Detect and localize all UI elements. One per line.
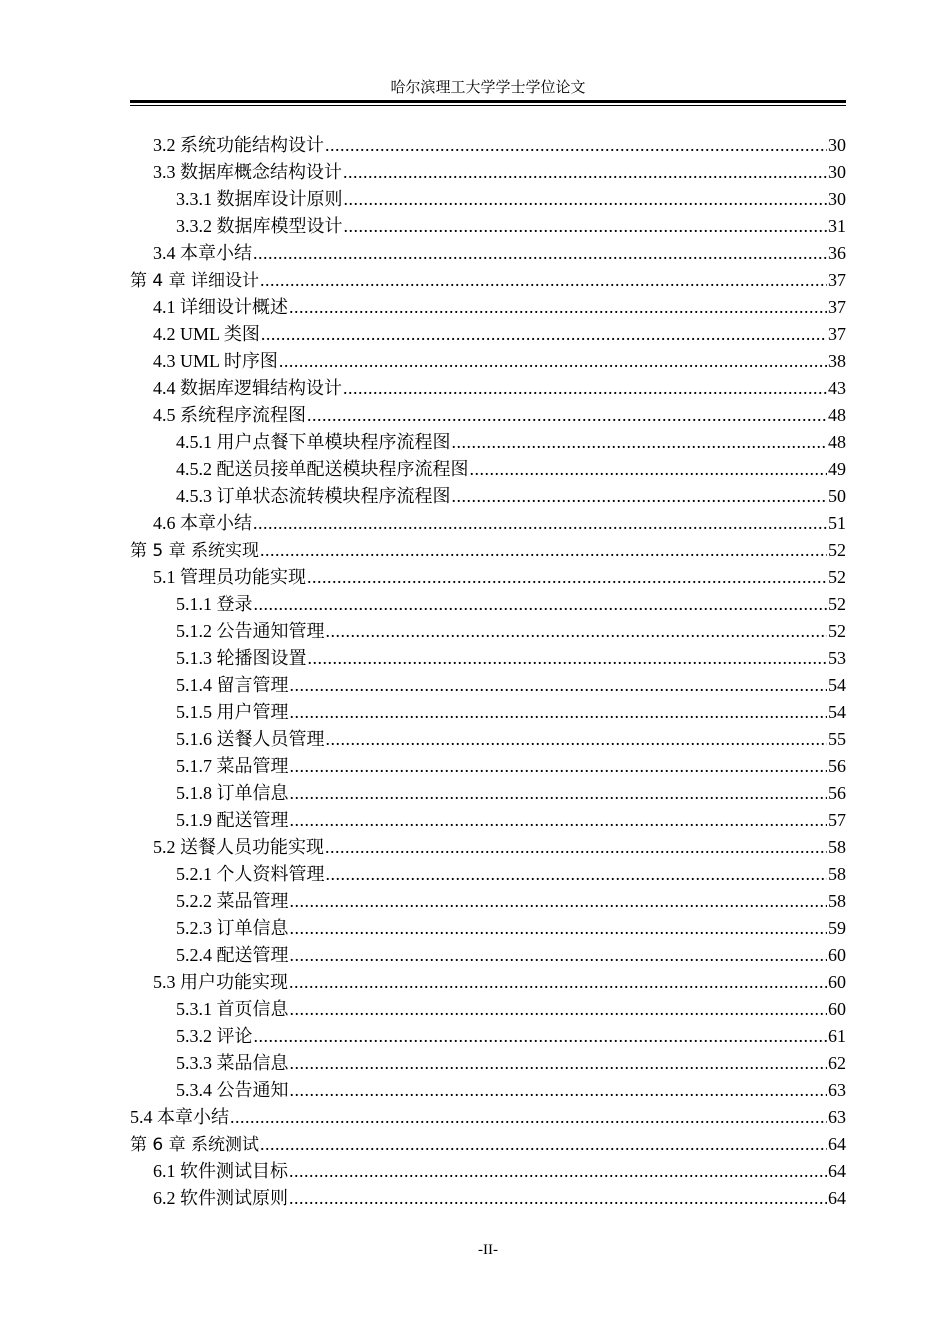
toc-entry-label: 5.4 本章小结 bbox=[130, 1107, 229, 1127]
toc-leader-dots bbox=[290, 699, 828, 726]
toc-entry[interactable] bbox=[130, 456, 846, 483]
toc-entry-label: 4.5.2 配送员接单配送模块程序流程图 bbox=[176, 459, 469, 479]
toc-entry-label: 3.4 本章小结 bbox=[153, 243, 252, 263]
toc-entry-page: 30 bbox=[828, 162, 846, 182]
toc-entry-label: 5.1.5 用户管理 bbox=[176, 702, 289, 722]
toc-entry[interactable] bbox=[130, 1158, 846, 1185]
toc-leader-dots bbox=[289, 1185, 827, 1212]
toc-entry-label: 第 6 章 系统测试 bbox=[130, 1135, 260, 1155]
toc-entry[interactable] bbox=[130, 186, 846, 213]
toc-leader-dots bbox=[289, 969, 827, 996]
toc-leader-dots bbox=[290, 780, 828, 807]
toc-entry[interactable] bbox=[130, 780, 846, 807]
toc-entry-label: 5.1 管理员功能实现 bbox=[153, 567, 306, 587]
toc-leader-dots bbox=[290, 942, 828, 969]
toc-entry-page: 60 bbox=[828, 972, 846, 992]
toc-entry-label: 5.1.4 留言管理 bbox=[176, 675, 289, 695]
toc-entry-label: 5.3 用户功能实现 bbox=[153, 972, 288, 992]
toc-entry-page: 49 bbox=[828, 459, 846, 479]
toc-entry-page: 30 bbox=[828, 189, 846, 209]
toc-leader-dots bbox=[452, 429, 828, 456]
toc-entry[interactable] bbox=[130, 807, 846, 834]
toc-entry-label: 5.3.2 评论 bbox=[176, 1026, 253, 1046]
toc-entry[interactable] bbox=[130, 591, 846, 618]
toc-entry-label: 第 5 章 系统实现 bbox=[130, 541, 260, 561]
toc-entry[interactable] bbox=[130, 1023, 846, 1050]
toc-entry-label: 4.3 UML 时序图 bbox=[153, 351, 278, 371]
toc-entry[interactable] bbox=[130, 915, 846, 942]
toc-entry-page: 56 bbox=[828, 783, 846, 803]
toc-entry[interactable] bbox=[130, 969, 846, 996]
toc-entry-page: 64 bbox=[828, 1188, 846, 1208]
toc-leader-dots bbox=[290, 1077, 828, 1104]
toc-entry-label: 6.1 软件测试目标 bbox=[153, 1161, 288, 1181]
toc-entry-page: 48 bbox=[828, 405, 846, 425]
toc-entry[interactable] bbox=[130, 1077, 846, 1104]
toc-leader-dots bbox=[344, 186, 828, 213]
toc-entry-label: 5.1.9 配送管理 bbox=[176, 810, 289, 830]
toc-entry-page: 56 bbox=[828, 756, 846, 776]
toc-entry-label: 5.3.3 菜品信息 bbox=[176, 1053, 289, 1073]
toc-entry[interactable] bbox=[130, 510, 846, 537]
toc-leader-dots bbox=[289, 294, 827, 321]
toc-leader-dots bbox=[261, 321, 827, 348]
toc-leader-dots bbox=[260, 267, 827, 294]
toc-leader-dots bbox=[344, 213, 828, 240]
toc-leader-dots bbox=[260, 1131, 827, 1158]
toc-entry[interactable] bbox=[130, 240, 846, 267]
toc-entry-label: 4.4 数据库逻辑结构设计 bbox=[153, 378, 342, 398]
toc-entry-page: 52 bbox=[828, 594, 846, 614]
toc-entry-page: 60 bbox=[828, 999, 846, 1019]
toc-leader-dots bbox=[343, 159, 827, 186]
toc-leader-dots bbox=[254, 591, 828, 618]
toc-entry[interactable] bbox=[130, 564, 846, 591]
toc-entry-page: 63 bbox=[828, 1107, 846, 1127]
toc-leader-dots bbox=[326, 726, 828, 753]
toc-leader-dots bbox=[290, 672, 828, 699]
toc-entry[interactable] bbox=[130, 213, 846, 240]
toc-leader-dots bbox=[308, 645, 828, 672]
toc-entry[interactable] bbox=[130, 537, 846, 564]
toc-entry-label: 4.6 本章小结 bbox=[153, 513, 252, 533]
toc-entry-label: 3.3 数据库概念结构设计 bbox=[153, 162, 342, 182]
toc-entry-label: 6.2 软件测试原则 bbox=[153, 1188, 288, 1208]
toc-entry[interactable] bbox=[130, 483, 846, 510]
toc-entry-label: 5.2.3 订单信息 bbox=[176, 918, 289, 938]
toc-entry[interactable] bbox=[130, 1185, 846, 1212]
toc-leader-dots bbox=[325, 834, 827, 861]
toc-entry[interactable] bbox=[130, 861, 846, 888]
toc-entry-label: 第 4 章 详细设计 bbox=[130, 271, 260, 291]
toc-entry-label: 4.5 系统程序流程图 bbox=[153, 405, 306, 425]
toc-entry-page: 52 bbox=[828, 621, 846, 641]
toc-leader-dots bbox=[253, 510, 827, 537]
toc-entry[interactable] bbox=[130, 402, 846, 429]
toc-entry-label: 5.1.3 轮播图设置 bbox=[176, 648, 307, 668]
toc-leader-dots bbox=[290, 807, 828, 834]
toc-entry-label: 5.1.8 订单信息 bbox=[176, 783, 289, 803]
toc-entry[interactable] bbox=[130, 672, 846, 699]
toc-entry-page: 58 bbox=[828, 837, 846, 857]
page-number: -II- bbox=[478, 1242, 498, 1258]
toc-entry-page: 43 bbox=[828, 378, 846, 398]
header-rule-thick bbox=[130, 100, 846, 103]
toc-entry-page: 62 bbox=[828, 1053, 846, 1073]
toc-entry[interactable] bbox=[130, 348, 846, 375]
toc-entry-label: 5.2.2 菜品管理 bbox=[176, 891, 289, 911]
toc-entry[interactable] bbox=[130, 132, 846, 159]
toc-entry[interactable] bbox=[130, 753, 846, 780]
toc-entry[interactable] bbox=[130, 267, 846, 294]
toc-entry-label: 5.1.1 登录 bbox=[176, 594, 253, 614]
toc-entry[interactable] bbox=[130, 321, 846, 348]
toc-leader-dots bbox=[254, 1023, 828, 1050]
toc-entry-page: 38 bbox=[828, 351, 846, 371]
toc-entry-page: 54 bbox=[828, 675, 846, 695]
toc-entry-label: 5.1.2 公告通知管理 bbox=[176, 621, 325, 641]
toc-entry-label: 5.3.4 公告通知 bbox=[176, 1080, 289, 1100]
toc-entry-page: 31 bbox=[828, 216, 846, 236]
toc-entry-page: 64 bbox=[828, 1161, 846, 1181]
toc-leader-dots bbox=[253, 240, 827, 267]
toc-entry-page: 61 bbox=[828, 1026, 846, 1046]
toc-leader-dots bbox=[290, 915, 828, 942]
toc-entry-page: 58 bbox=[828, 891, 846, 911]
toc-entry-label: 5.3.1 首页信息 bbox=[176, 999, 289, 1019]
toc-leader-dots bbox=[326, 861, 828, 888]
toc-leader-dots bbox=[230, 1104, 827, 1131]
toc-entry-page: 52 bbox=[828, 567, 846, 587]
toc-entry[interactable] bbox=[130, 294, 846, 321]
toc-entry[interactable] bbox=[130, 996, 846, 1023]
toc-leader-dots bbox=[290, 996, 828, 1023]
toc-leader-dots bbox=[290, 1050, 828, 1077]
toc-leader-dots bbox=[289, 1158, 827, 1185]
toc-entry-page: 53 bbox=[828, 648, 846, 668]
toc-entry[interactable] bbox=[130, 834, 846, 861]
toc-entry-page: 37 bbox=[828, 297, 846, 317]
toc-entry[interactable] bbox=[130, 1050, 846, 1077]
toc-entry-label: 3.2 系统功能结构设计 bbox=[153, 135, 324, 155]
toc-entry[interactable] bbox=[130, 699, 846, 726]
toc-entry-page: 58 bbox=[828, 864, 846, 884]
toc-leader-dots bbox=[325, 132, 827, 159]
toc-entry-page: 36 bbox=[828, 243, 846, 263]
toc-entry-label: 4.5.1 用户点餐下单模块程序流程图 bbox=[176, 432, 451, 452]
toc-entry-page: 63 bbox=[828, 1080, 846, 1100]
toc-entry-label: 4.2 UML 类图 bbox=[153, 324, 260, 344]
toc-leader-dots bbox=[343, 375, 827, 402]
toc-entry[interactable] bbox=[130, 645, 846, 672]
toc-entry-label: 5.1.7 菜品管理 bbox=[176, 756, 289, 776]
toc-leader-dots bbox=[307, 402, 827, 429]
toc-entry[interactable] bbox=[130, 375, 846, 402]
toc-entry-page: 64 bbox=[828, 1134, 846, 1154]
toc-entry[interactable] bbox=[130, 888, 846, 915]
toc-entry[interactable] bbox=[130, 1131, 846, 1158]
toc-entry-label: 3.3.1 数据库设计原则 bbox=[176, 189, 343, 209]
toc-entry[interactable] bbox=[130, 942, 846, 969]
toc-leader-dots bbox=[279, 348, 827, 375]
toc-leader-dots bbox=[326, 618, 828, 645]
toc-leader-dots bbox=[470, 456, 828, 483]
toc-entry[interactable] bbox=[130, 726, 846, 753]
toc-leader-dots bbox=[452, 483, 828, 510]
header-rule-thin bbox=[130, 105, 846, 106]
toc-entry-label: 5.1.6 送餐人员管理 bbox=[176, 729, 325, 749]
toc-entry-page: 37 bbox=[828, 324, 846, 344]
toc-entry[interactable] bbox=[130, 429, 846, 456]
toc-entry-page: 37 bbox=[828, 270, 846, 290]
toc-leader-dots bbox=[307, 564, 827, 591]
toc-entry-label: 4.5.3 订单状态流转模块程序流程图 bbox=[176, 486, 451, 506]
toc-leader-dots bbox=[290, 888, 828, 915]
toc-entry-label: 4.1 详细设计概述 bbox=[153, 297, 288, 317]
toc-entry-page: 60 bbox=[828, 945, 846, 965]
table-of-contents bbox=[130, 132, 846, 1212]
running-header: 哈尔滨理工大学学士学位论文 bbox=[390, 80, 586, 96]
toc-entry[interactable] bbox=[130, 159, 846, 186]
toc-entry-page: 59 bbox=[828, 918, 846, 938]
toc-entry-page: 55 bbox=[828, 729, 846, 749]
toc-leader-dots bbox=[260, 537, 827, 564]
toc-leader-dots bbox=[290, 753, 828, 780]
toc-entry-page: 52 bbox=[828, 540, 846, 560]
toc-entry-page: 54 bbox=[828, 702, 846, 722]
toc-entry-page: 50 bbox=[828, 486, 846, 506]
toc-entry-label: 5.2.4 配送管理 bbox=[176, 945, 289, 965]
toc-entry-page: 30 bbox=[828, 135, 846, 155]
toc-entry-page: 57 bbox=[828, 810, 846, 830]
toc-entry-label: 5.2.1 个人资料管理 bbox=[176, 864, 325, 884]
toc-entry-label: 3.3.2 数据库模型设计 bbox=[176, 216, 343, 236]
toc-entry-label: 5.2 送餐人员功能实现 bbox=[153, 837, 324, 857]
toc-entry-page: 48 bbox=[828, 432, 846, 452]
toc-entry[interactable] bbox=[130, 618, 846, 645]
toc-entry-page: 51 bbox=[828, 513, 846, 533]
toc-entry[interactable] bbox=[130, 1104, 846, 1131]
